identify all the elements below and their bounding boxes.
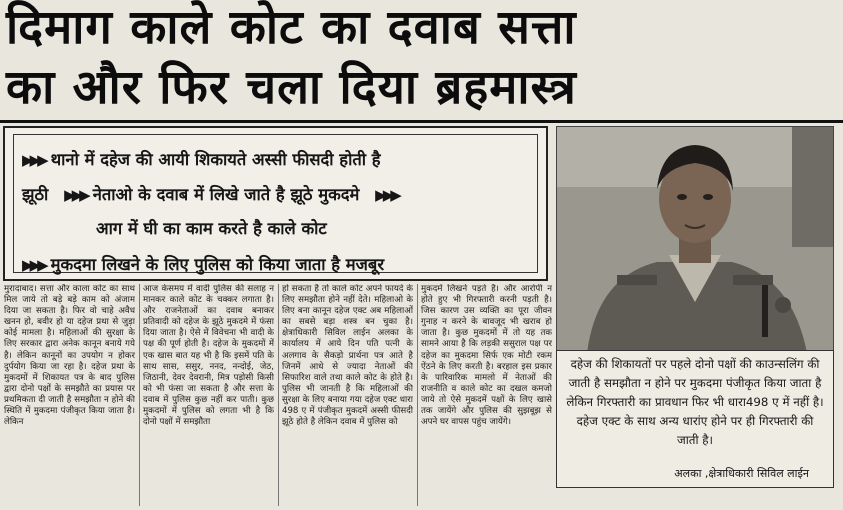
headline-line-2: का और फिर चला दिया ब्रहमास्त्र: [6, 60, 577, 115]
article-column-2: आज केसमय में वादी पुलिस की सलाह न मानकर काले कोट के चक्कर लगाता है। और राजनेताओं का दवाब बनाकर प्रतिवादी को दहेज के झूठे मुकदमे में फंसा दिया जाता है। ऐसे में विवेचना भी वादी के पक्ष की पूर्ण होती है। दहेज के मुकदमों में एक खास बात यह भी है कि इसमें पति के साथ सास, ससुर, ननद, नन्दोई, जेठ, जिठानी, देवर देवरानी, मित्र पड़ोसी किसी को भी फंसा जा सकता है और सत्ता के दवाब में पुलिस कुछ नहीं कर पाती। कुछ मुकदमों में पुलिस को लगता भी है कि दोनो पक्षों में समझौता: [139, 284, 274, 506]
article-column-3: हो सकता है तो काले कोट अपने फायदे के लिए समझौता होने नहीं देते। महिलाओ के लिए बना कानून दहेज एक्ट अब महिलाओं का सबसे बड़ा शस्त्र बन चुका है। क्षेत्राधिकारी सिविल लाईन अलका के कार्यालय में आये दिन पति पत्नी के अलगाव के सैकड़ो प्रार्थना पत्र आते है जिनमें आधे से ज्यादा नेताओं की सिफारिश वाले तथा काले कोट के होते है। पुलिस भी जानती है कि महिलाओं की सुरक्षा के लिए बनाया गया दहेज एक्ट धारा 498 ए में पंजीकृत मुकदमें अस्सी फीसदी झूठे होते है लेकिन दवाब में पुलिस को: [278, 284, 413, 506]
officer-portrait-illustration: [557, 127, 834, 352]
callout-line-1: [22, 147, 381, 170]
callout-inner-frame: [13, 134, 538, 273]
callout-box: [3, 126, 548, 281]
caption-text: दहेज की शिकायतों पर पहले दोनो पक्षों की काउन्सलिंग की जाती है समझौता न होने पर मुकदमा पंजीकृत किया जाता है लेकिन गिरफ्तारी का प्रावधान फिर भी धारा498 ए में नहीं है। दहेज एक्ट के साथ अन्य धारांए होने पर ही गिरफ्तारी की जाती है।: [566, 357, 824, 447]
headline-line-1: दिमाग काले कोट का दवाब सत्ता: [6, 0, 577, 55]
fast-forward-icon: ▶▶▶: [22, 151, 45, 169]
photo-caption: [556, 350, 834, 488]
callout-line-2: [22, 182, 404, 205]
callout-line-4: [22, 252, 384, 275]
callout-line-2-text: नेताओ के दवाब में लिखे जाते है झूठे मुकदमे: [92, 185, 360, 204]
article-column-1: मुरादाबाद। सत्ता और काला कोट का साथ मिल जाये तो बड़े बड़े काम को अंजाम दिया जा सकता है। फिर वो चाहे अवैध खनन हो, बवीर हो या दहेज प्रथा से जुड़ा कोई मामला है। महिलाओं की सुरक्षा के लिए सरकार द्वारा अनेक कानून बनाये गये है। लेकिन कानूनों का उपयोग न होकर दुर्पयोग किया जा रहा है। दहेज प्रथा के मुकदमों में शिकायत पत्र के बाद पुलिस द्वारा दोनो पक्षों के समझौते का प्रयास पर प्रथमिकता दी जाती है समझौता न होने की स्थिति में मुकदमा पंजीकृत किया जाता है। लेकिन: [4, 284, 135, 428]
callout-line-2-start: झूठी: [22, 185, 49, 204]
callout-line-4-text: मुकदमा लिखने के लिए पुलिस को किया जाता है मजबूर: [50, 255, 385, 274]
callout-line-3: आग में घी का काम करते है काले कोट: [96, 219, 327, 238]
officer-photo: [556, 126, 834, 352]
article-columns: [4, 284, 552, 506]
fast-forward-icon: ▶▶▶: [64, 186, 87, 204]
headline-rule: [0, 120, 843, 123]
fast-forward-icon: ▶▶▶: [375, 186, 398, 204]
fast-forward-icon: ▶▶▶: [22, 256, 45, 274]
callout-line-1-text: थानो में दहेज की आयी शिकायते अस्सी फीसदी होती है: [50, 150, 381, 169]
caption-signature: अलका ,क्षेत्राधिकारी सिविल लाईन: [674, 467, 809, 480]
article-column-4: मुकदमें लिखने पड़ते है। और आरोपी न होते हुए भी गिरफ्तारी करनी पड़ती है। जिस कारण उस व्यक्ति का पूरा जीवन गुनाह न करने के बावजूद भी खराब हो जाता है। कुछ मुकदमों में तो यह तक सामने आया है कि लड़की ससुराल पक्ष पर दहेज का मुकदमा सिर्फ एक मोटी रकम ऐंठने के लिए करती है। बरहाल इस प्रकार के पारिवारिक मामलो में नेताओं की राजनीति व काले कोट का दखल कमजो जाये तो ऐसे मुकदमें पक्षों के लिए खासे तक जायेंगे और पुलिस की सुझबूझ से अपने घर वापस पहुंच जायेंगे।: [417, 284, 552, 506]
